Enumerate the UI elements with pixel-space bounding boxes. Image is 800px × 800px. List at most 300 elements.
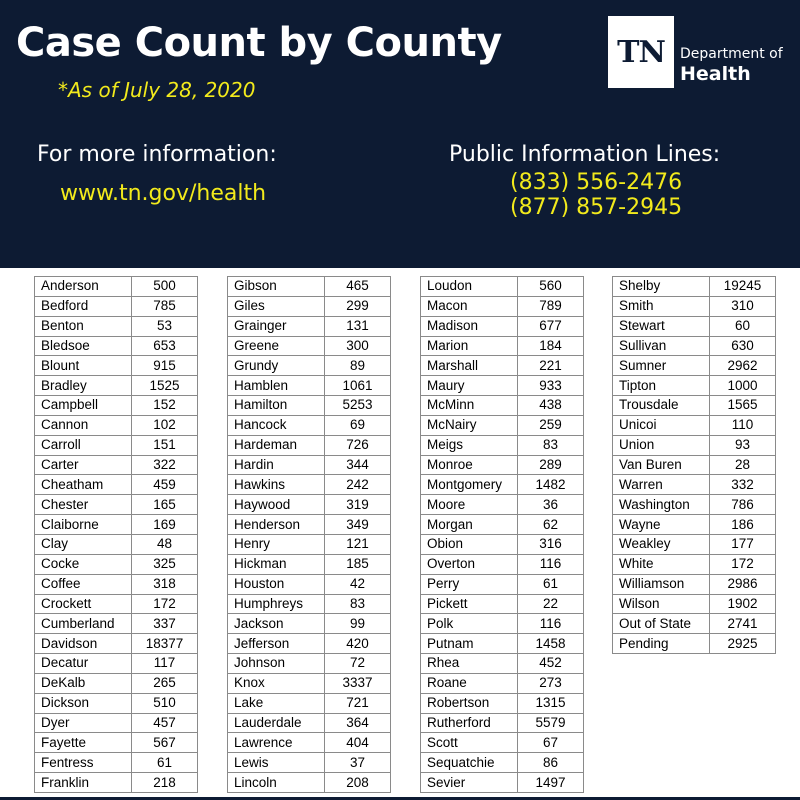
case-count: 789: [518, 296, 584, 316]
case-count: 169: [132, 515, 198, 535]
table-row: [613, 277, 776, 297]
case-count: 5579: [518, 713, 584, 733]
case-count: 500: [132, 277, 198, 297]
county-name: Macon: [421, 296, 518, 316]
case-count: 116: [518, 554, 584, 574]
table-row: [228, 753, 391, 773]
county-name: Washington: [613, 495, 710, 515]
case-count: 273: [518, 673, 584, 693]
county-name: Madison: [421, 316, 518, 336]
county-name: Coffee: [35, 574, 132, 594]
table-row: [35, 356, 198, 376]
county-table-column-4: [612, 276, 776, 654]
case-count: 310: [710, 296, 776, 316]
case-count: 721: [325, 693, 391, 713]
case-count: 22: [518, 594, 584, 614]
county-name: Lincoln: [228, 773, 325, 793]
case-count: 18377: [132, 634, 198, 654]
case-count: 165: [132, 495, 198, 515]
table-row: [421, 296, 584, 316]
table-row: [228, 713, 391, 733]
case-count: 337: [132, 614, 198, 634]
table-row: [613, 336, 776, 356]
county-name: Marion: [421, 336, 518, 356]
county-name: Decatur: [35, 654, 132, 674]
case-count: 459: [132, 475, 198, 495]
table-row: [228, 277, 391, 297]
county-name: Polk: [421, 614, 518, 634]
county-name: Dyer: [35, 713, 132, 733]
case-count: 933: [518, 376, 584, 396]
county-name: Carroll: [35, 435, 132, 455]
table-row: [421, 554, 584, 574]
case-count: 184: [518, 336, 584, 356]
table-row: [421, 534, 584, 554]
county-name: Dickson: [35, 693, 132, 713]
public-info-lines-label: Public Information Lines:: [449, 142, 721, 167]
county-name: Marshall: [421, 356, 518, 376]
county-name: Anderson: [35, 277, 132, 297]
case-count: 299: [325, 296, 391, 316]
table-row: [421, 495, 584, 515]
table-row: [35, 654, 198, 674]
case-count: 344: [325, 455, 391, 475]
case-count: 1000: [710, 376, 776, 396]
county-name: Williamson: [613, 574, 710, 594]
county-name: Moore: [421, 495, 518, 515]
table-row: [35, 495, 198, 515]
table-row: [35, 554, 198, 574]
county-name: Hancock: [228, 415, 325, 435]
county-name: Putnam: [421, 634, 518, 654]
county-name: Haywood: [228, 495, 325, 515]
county-name: Grundy: [228, 356, 325, 376]
table-row: [421, 773, 584, 793]
table-row: [35, 415, 198, 435]
county-name: Hamblen: [228, 376, 325, 396]
county-name: Hardin: [228, 455, 325, 475]
county-name: Lewis: [228, 753, 325, 773]
case-count: 438: [518, 396, 584, 416]
case-count: 208: [325, 773, 391, 793]
county-name: Warren: [613, 475, 710, 495]
table-row: [421, 376, 584, 396]
table-row: [613, 574, 776, 594]
county-name: Weakley: [613, 534, 710, 554]
case-count: 110: [710, 415, 776, 435]
county-name: Houston: [228, 574, 325, 594]
table-row: [35, 376, 198, 396]
case-count: 185: [325, 554, 391, 574]
table-row: [421, 713, 584, 733]
case-count: 785: [132, 296, 198, 316]
county-name: Sevier: [421, 773, 518, 793]
table-row: [613, 475, 776, 495]
table-row: [35, 614, 198, 634]
county-name: Bedford: [35, 296, 132, 316]
table-row: [228, 475, 391, 495]
county-name: Hardeman: [228, 435, 325, 455]
table-row: [421, 435, 584, 455]
case-count: 69: [325, 415, 391, 435]
county-name: Overton: [421, 554, 518, 574]
county-name: Hawkins: [228, 475, 325, 495]
case-count: 48: [132, 534, 198, 554]
county-name: Wayne: [613, 515, 710, 535]
table-row: [35, 515, 198, 535]
county-name: Lauderdale: [228, 713, 325, 733]
tn-logo-box: TN: [608, 16, 674, 88]
case-count: 28: [710, 455, 776, 475]
case-count: 1482: [518, 475, 584, 495]
case-count: 177: [710, 534, 776, 554]
county-name: Hamilton: [228, 396, 325, 416]
county-name: Shelby: [613, 277, 710, 297]
case-count: 172: [132, 594, 198, 614]
table-row: [613, 554, 776, 574]
case-count: 510: [132, 693, 198, 713]
county-name: McMinn: [421, 396, 518, 416]
case-count: 1565: [710, 396, 776, 416]
table-row: [421, 733, 584, 753]
case-count: 172: [710, 554, 776, 574]
case-count: 300: [325, 336, 391, 356]
table-row: [228, 554, 391, 574]
county-name: Obion: [421, 534, 518, 554]
county-name: Greene: [228, 336, 325, 356]
table-row: [613, 415, 776, 435]
county-name: Cumberland: [35, 614, 132, 634]
table-row: [228, 733, 391, 753]
case-count: 37: [325, 753, 391, 773]
county-name: Chester: [35, 495, 132, 515]
table-row: [421, 415, 584, 435]
table-row: [613, 534, 776, 554]
case-count: 83: [518, 435, 584, 455]
as-of-date: *As of July 28, 2020: [58, 78, 256, 102]
table-row: [35, 534, 198, 554]
case-count: 630: [710, 336, 776, 356]
case-count: 1458: [518, 634, 584, 654]
table-row: [228, 396, 391, 416]
table-row: [35, 594, 198, 614]
case-count: 915: [132, 356, 198, 376]
case-count: 19245: [710, 277, 776, 297]
table-row: [613, 515, 776, 535]
county-name: Grainger: [228, 316, 325, 336]
page-title: Case Count by County: [16, 20, 502, 66]
county-name: Loudon: [421, 277, 518, 297]
county-name: Henderson: [228, 515, 325, 535]
table-row: [35, 277, 198, 297]
county-name: Franklin: [35, 773, 132, 793]
case-count: 265: [132, 673, 198, 693]
case-count: 102: [132, 415, 198, 435]
county-name: Wilson: [613, 594, 710, 614]
case-count: 1525: [132, 376, 198, 396]
table-row: [613, 634, 776, 654]
county-name: Smith: [613, 296, 710, 316]
case-count: 677: [518, 316, 584, 336]
county-name: Montgomery: [421, 475, 518, 495]
website-link[interactable]: www.tn.gov/health: [60, 181, 267, 206]
case-count: 2741: [710, 614, 776, 634]
case-count: 726: [325, 435, 391, 455]
case-count: 452: [518, 654, 584, 674]
county-name: Cannon: [35, 415, 132, 435]
case-count: 2962: [710, 356, 776, 376]
table-row: [613, 396, 776, 416]
county-name: McNairy: [421, 415, 518, 435]
case-count: 5253: [325, 396, 391, 416]
table-row: [421, 693, 584, 713]
table-row: [35, 475, 198, 495]
county-table-column-3: [420, 276, 584, 793]
case-count: 72: [325, 654, 391, 674]
tn-health-logo: [608, 16, 788, 90]
table-row: [228, 574, 391, 594]
table-row: [35, 693, 198, 713]
table-row: [228, 634, 391, 654]
table-row: [421, 654, 584, 674]
case-count: 121: [325, 534, 391, 554]
case-count: 420: [325, 634, 391, 654]
table-row: [613, 594, 776, 614]
county-name: Henry: [228, 534, 325, 554]
county-name: Morgan: [421, 515, 518, 535]
county-table-column-2: [227, 276, 391, 793]
logo-health-text: Health: [680, 63, 751, 85]
case-count: 86: [518, 753, 584, 773]
case-count: 319: [325, 495, 391, 515]
county-name: Lawrence: [228, 733, 325, 753]
phone-number-2: (877) 857-2945: [510, 195, 683, 220]
table-row: [421, 336, 584, 356]
table-row: [421, 316, 584, 336]
logo-department-text: Department of: [680, 46, 783, 62]
table-row: [228, 336, 391, 356]
table-row: [35, 455, 198, 475]
case-count: 116: [518, 614, 584, 634]
county-name: Unicoi: [613, 415, 710, 435]
table-row: [228, 594, 391, 614]
table-row: [35, 673, 198, 693]
county-name: Sullivan: [613, 336, 710, 356]
county-name: Jefferson: [228, 634, 325, 654]
county-name: Maury: [421, 376, 518, 396]
table-row: [228, 614, 391, 634]
county-name: Giles: [228, 296, 325, 316]
case-count: 117: [132, 654, 198, 674]
table-row: [35, 574, 198, 594]
table-row: [228, 534, 391, 554]
county-name: Bradley: [35, 376, 132, 396]
county-name: Roane: [421, 673, 518, 693]
case-count: 322: [132, 455, 198, 475]
case-count: 653: [132, 336, 198, 356]
case-count: 61: [132, 753, 198, 773]
case-count: 786: [710, 495, 776, 515]
county-name: Cocke: [35, 554, 132, 574]
county-name: Monroe: [421, 455, 518, 475]
case-count: 332: [710, 475, 776, 495]
table-row: [421, 753, 584, 773]
table-row: [228, 356, 391, 376]
county-name: DeKalb: [35, 673, 132, 693]
table-row: [35, 435, 198, 455]
case-count: 349: [325, 515, 391, 535]
table-row: [421, 614, 584, 634]
table-row: [228, 654, 391, 674]
table-row: [613, 356, 776, 376]
table-row: [35, 713, 198, 733]
table-row: [228, 296, 391, 316]
county-name: Lake: [228, 693, 325, 713]
county-name: Robertson: [421, 693, 518, 713]
case-count: 2986: [710, 574, 776, 594]
table-row: [421, 634, 584, 654]
county-name: Stewart: [613, 316, 710, 336]
table-row: [35, 773, 198, 793]
case-count: 364: [325, 713, 391, 733]
table-row: [421, 574, 584, 594]
county-table-column-1: [34, 276, 198, 793]
case-count: 3337: [325, 673, 391, 693]
case-count: 221: [518, 356, 584, 376]
case-count: 465: [325, 277, 391, 297]
table-row: [613, 435, 776, 455]
case-count: 567: [132, 733, 198, 753]
table-row: [228, 693, 391, 713]
county-name: Rutherford: [421, 713, 518, 733]
case-count: 325: [132, 554, 198, 574]
table-row: [228, 415, 391, 435]
county-name: Tipton: [613, 376, 710, 396]
county-name: Fentress: [35, 753, 132, 773]
case-count: 53: [132, 316, 198, 336]
table-row: [421, 455, 584, 475]
county-name: Crockett: [35, 594, 132, 614]
table-row: [35, 733, 198, 753]
county-name: Gibson: [228, 277, 325, 297]
case-count: 61: [518, 574, 584, 594]
county-name: Trousdale: [613, 396, 710, 416]
table-row: [613, 296, 776, 316]
case-count: 316: [518, 534, 584, 554]
county-name: Perry: [421, 574, 518, 594]
table-row: [613, 376, 776, 396]
county-name: Knox: [228, 673, 325, 693]
case-count: 1061: [325, 376, 391, 396]
table-row: [613, 614, 776, 634]
case-count: 1315: [518, 693, 584, 713]
table-row: [35, 396, 198, 416]
county-name: Hickman: [228, 554, 325, 574]
header-banner: [0, 0, 800, 268]
case-count: 457: [132, 713, 198, 733]
county-name: Humphreys: [228, 594, 325, 614]
county-name: Clay: [35, 534, 132, 554]
case-count: 152: [132, 396, 198, 416]
case-count: 60: [710, 316, 776, 336]
county-name: Cheatham: [35, 475, 132, 495]
case-count: 62: [518, 515, 584, 535]
county-name: White: [613, 554, 710, 574]
table-row: [421, 475, 584, 495]
table-row: [35, 634, 198, 654]
case-count: 218: [132, 773, 198, 793]
table-row: [228, 376, 391, 396]
county-name: Johnson: [228, 654, 325, 674]
case-count: 259: [518, 415, 584, 435]
county-name: Campbell: [35, 396, 132, 416]
case-count: 2925: [710, 634, 776, 654]
county-name: Scott: [421, 733, 518, 753]
case-count: 560: [518, 277, 584, 297]
table-row: [228, 515, 391, 535]
table-row: [421, 594, 584, 614]
table-row: [613, 455, 776, 475]
case-count: 242: [325, 475, 391, 495]
county-name: Sequatchie: [421, 753, 518, 773]
case-count: 67: [518, 733, 584, 753]
more-info-label: For more information:: [37, 142, 277, 167]
table-row: [613, 316, 776, 336]
county-name: Fayette: [35, 733, 132, 753]
county-name: Union: [613, 435, 710, 455]
county-name: Benton: [35, 316, 132, 336]
table-row: [421, 356, 584, 376]
county-name: Carter: [35, 455, 132, 475]
table-row: [35, 316, 198, 336]
county-name: Jackson: [228, 614, 325, 634]
case-count: 83: [325, 594, 391, 614]
case-count: 289: [518, 455, 584, 475]
county-name: Davidson: [35, 634, 132, 654]
case-count: 151: [132, 435, 198, 455]
case-count: 131: [325, 316, 391, 336]
county-name: Bledsoe: [35, 336, 132, 356]
county-name: Meigs: [421, 435, 518, 455]
table-row: [228, 673, 391, 693]
table-row: [228, 316, 391, 336]
county-name: Blount: [35, 356, 132, 376]
case-count: 186: [710, 515, 776, 535]
table-row: [228, 455, 391, 475]
case-count: 36: [518, 495, 584, 515]
county-name: Sumner: [613, 356, 710, 376]
table-row: [35, 336, 198, 356]
case-count: 1902: [710, 594, 776, 614]
case-count: 93: [710, 435, 776, 455]
case-count: 42: [325, 574, 391, 594]
county-name: Claiborne: [35, 515, 132, 535]
case-count: 99: [325, 614, 391, 634]
case-count: 404: [325, 733, 391, 753]
table-row: [228, 435, 391, 455]
table-row: [35, 296, 198, 316]
county-name: Rhea: [421, 654, 518, 674]
phone-number-1: (833) 556-2476: [510, 170, 683, 195]
table-row: [421, 396, 584, 416]
table-row: [421, 277, 584, 297]
table-row: [421, 673, 584, 693]
county-name: Out of State: [613, 614, 710, 634]
table-row: [421, 515, 584, 535]
table-row: [228, 495, 391, 515]
case-count: 1497: [518, 773, 584, 793]
county-name: Pending: [613, 634, 710, 654]
